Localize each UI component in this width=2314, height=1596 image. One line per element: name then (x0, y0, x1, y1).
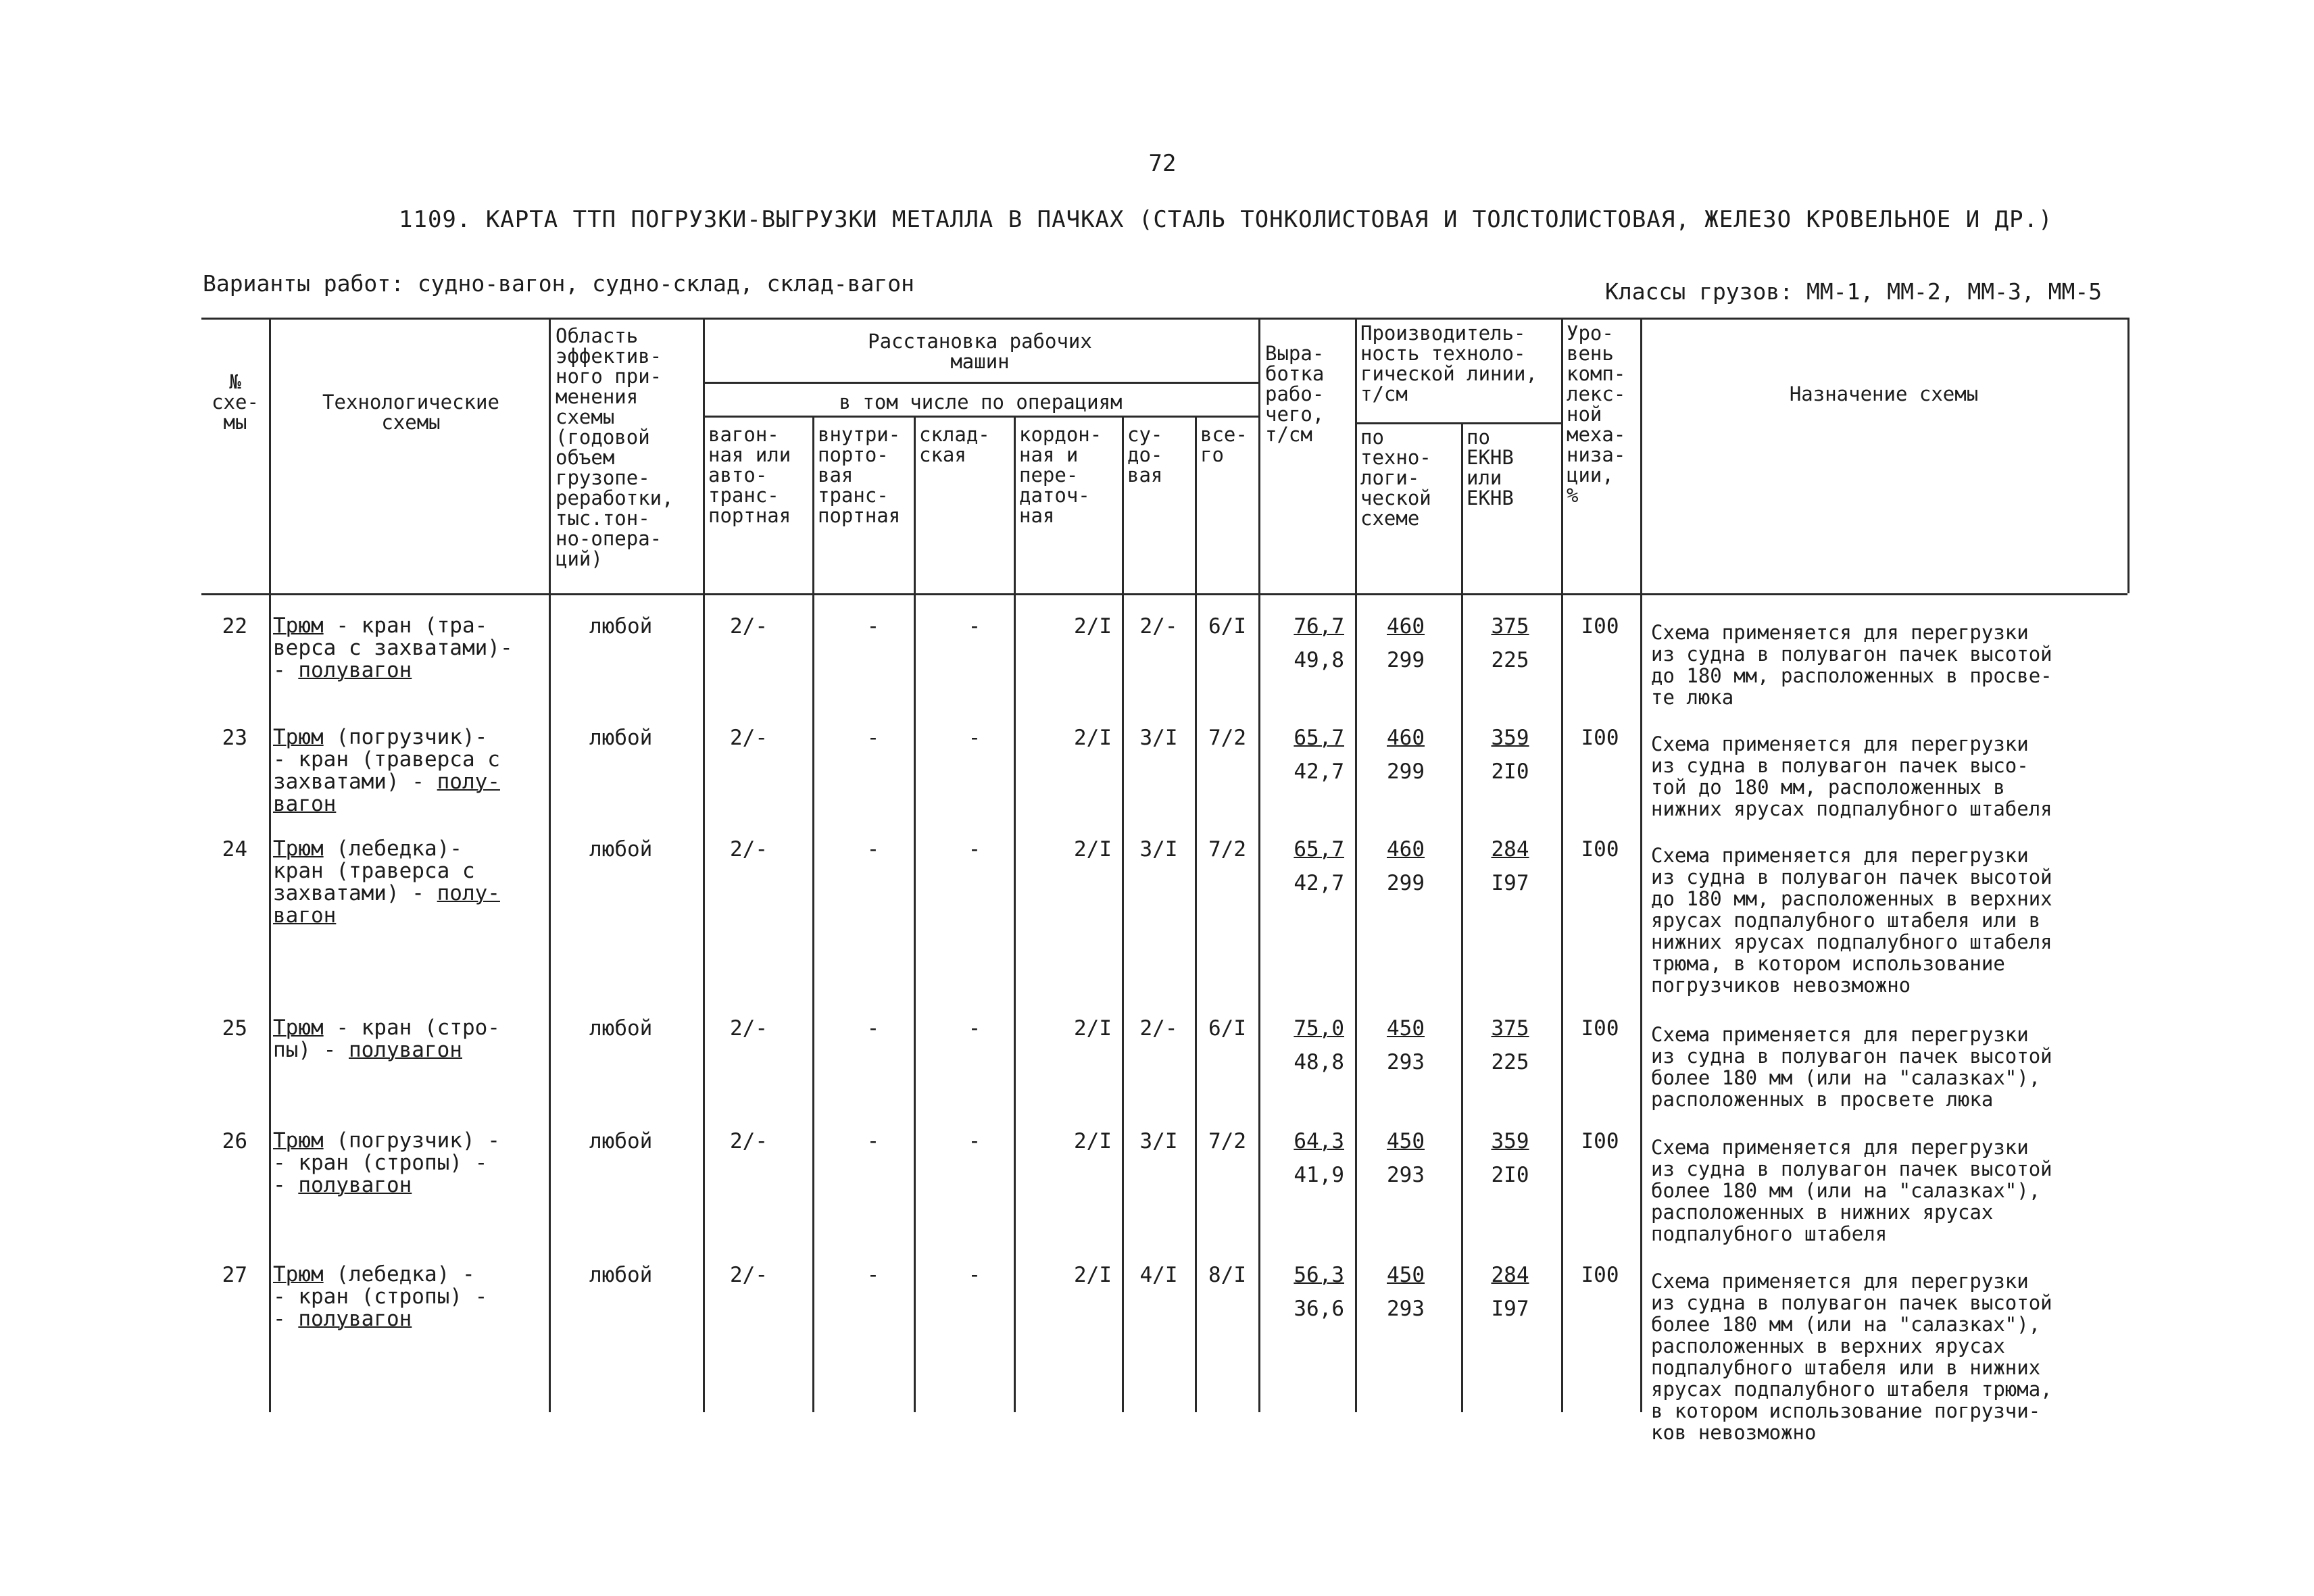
work-variants: Варианты работ: судно-вагон, судно-склад, склад-вагон (203, 270, 914, 297)
scheme-part: пы) - (273, 1038, 349, 1062)
row-output-top: 64,3 (1294, 1129, 1344, 1153)
scheme-underlined-part: Трюм (273, 1262, 324, 1287)
row-scheme-number: 25 (222, 1016, 247, 1041)
row-output-bottom: 42,7 (1294, 871, 1344, 895)
column-rule-c8 (1195, 416, 1197, 1412)
column-rule-c10 (1355, 318, 1357, 1412)
row-scheme-number: 22 (222, 614, 247, 639)
row-eknv-productivity-bottom: 2I0 (1491, 1163, 1529, 1187)
header-inner-port-transport: внутри- порто- вая транс- портная (818, 423, 901, 527)
row-scheme-productivity-top: 460 (1387, 614, 1425, 639)
scheme-line (273, 793, 500, 816)
row-total: 6/I (1208, 1016, 1246, 1041)
document-title: 1109. КАРТА ТТП ПОГРУЗКИ-ВЫГРУЗКИ МЕТАЛЛА В ПАЧКАХ (СТАЛЬ ТОНКОЛИСТОВАЯ И ТОЛСТОЛИСТОВАЯ, ЖЕЛЕЗО КРОВЕЛЬНОЕ И ДР.) (399, 206, 2053, 233)
header-worker-output: Выра- ботка рабо- чего, т/см (1265, 342, 1325, 446)
header-application-area: Область эффектив- ного при- менения схемы (годовой объем грузопе- реработки, тыс.тон- но-опера- ций) (556, 324, 674, 570)
row-scheme-purpose: Схема применяется для перегрузки из судна в полувагон пачек высотой до 180 мм, расположенных в просве- те люка (1651, 621, 2052, 709)
row-application-area: любой (589, 1129, 653, 1153)
row-technological-scheme (273, 1130, 500, 1197)
row-scheme-purpose: Схема применяется для перегрузки из судна в полувагон пачек высотой более 180 мм (или на "салазках"), расположенных в просвете люка (1651, 1023, 2052, 1111)
scheme-line (273, 838, 500, 860)
row-application-area: любой (589, 837, 653, 862)
row-scheme-purpose: Схема применяется для перегрузки из судна в полувагон пачек высотой более 180 мм (или на "салазках"), расположенных в нижних ярусах подпалубного штабеля (1651, 1136, 2052, 1245)
row-mechanization-level: I00 (1581, 614, 1619, 639)
header-scheme-purpose: Назначение схемы (1789, 382, 1979, 405)
scheme-part: - кран (траверса с (273, 747, 500, 772)
row-scheme-number: 26 (222, 1129, 247, 1153)
scheme-underlined-part: полу- (437, 881, 500, 905)
row-output-top: 76,7 (1294, 614, 1344, 639)
row-output-bottom: 42,7 (1294, 759, 1344, 784)
scheme-line (273, 1174, 500, 1197)
header-kordon-transfer: кордон- ная и пере- даточ- ная (1019, 423, 1102, 527)
row-wagon-transport: 2/- (730, 837, 768, 862)
scheme-underlined-part: полу- (437, 770, 500, 794)
row-eknv-productivity-top: 359 (1491, 1129, 1529, 1153)
row-application-area: любой (589, 1263, 653, 1287)
row-eknv-productivity-bottom: 2I0 (1491, 759, 1529, 784)
scheme-underlined-part: Трюм (273, 614, 324, 638)
row-application-area: любой (589, 614, 653, 639)
scheme-underlined-part: полувагон (298, 1173, 412, 1197)
column-rule-c4 (812, 416, 814, 1412)
row-ship: 4/I (1139, 1263, 1178, 1287)
scheme-line (273, 1286, 487, 1308)
row-eknv-productivity-bottom: I97 (1491, 1297, 1529, 1321)
scheme-underlined-part: Трюм (273, 725, 324, 749)
row-technological-scheme (273, 1017, 500, 1062)
scheme-underlined-part: вагон (273, 903, 337, 928)
scheme-line (273, 905, 500, 927)
header-technological-schemes: Технологические схемы (322, 391, 499, 434)
scheme-part: (погрузчик) - (323, 1128, 500, 1153)
row-wagon-transport: 2/- (730, 1129, 768, 1153)
row-scheme-purpose: Схема применяется для перегрузки из судна в полувагон пачек высо- той до 180 мм, расположенных в нижних ярусах подпалубного штабеля (1651, 732, 2052, 820)
row-inner-transport: - (866, 1129, 880, 1153)
header-total: все- го (1200, 423, 1248, 466)
row-output-top: 75,0 (1294, 1016, 1344, 1041)
row-scheme-productivity-top: 450 (1387, 1016, 1425, 1041)
row-ship: 3/I (1139, 726, 1178, 750)
row-total: 7/2 (1208, 837, 1246, 862)
scheme-underlined-part: полувагон (298, 1307, 412, 1331)
row-storage: - (968, 614, 981, 639)
row-ship: 2/- (1139, 614, 1178, 639)
scheme-line (273, 726, 500, 749)
scheme-underlined-part: полувагон (348, 1038, 462, 1062)
row-scheme-productivity-top: 460 (1387, 726, 1425, 750)
row-scheme-number: 27 (222, 1263, 247, 1287)
row-eknv-productivity-top: 375 (1491, 614, 1529, 639)
scheme-line (273, 860, 500, 882)
row-storage: - (968, 1263, 981, 1287)
header-line-productivity: Производитель- ность техноло- гической линии, т/см (1360, 322, 1537, 405)
column-rule-c12 (1561, 318, 1563, 1412)
column-rule-right (2127, 318, 2130, 593)
row-kordon: 2/I (1074, 726, 1112, 750)
scheme-underlined-part: Трюм (273, 1128, 324, 1153)
scheme-part: - (273, 658, 299, 682)
scheme-part: захватами) - (273, 770, 437, 794)
scheme-line (273, 1152, 500, 1174)
scheme-line (273, 882, 500, 905)
header-by-operations: в том числе по операциям (839, 391, 1123, 414)
row-scheme-productivity-bottom: 293 (1387, 1163, 1425, 1187)
scheme-line (273, 771, 500, 793)
column-rule-c9 (1258, 318, 1260, 1412)
column-rule-c11 (1461, 422, 1463, 1412)
header-bottom-rule (201, 593, 2127, 595)
row-output-bottom: 41,9 (1294, 1163, 1344, 1187)
row-scheme-number: 24 (222, 837, 247, 862)
column-rule-c7 (1122, 416, 1124, 1412)
row-mechanization-level: I00 (1581, 1129, 1619, 1153)
row-eknv-productivity-bottom: I97 (1491, 871, 1529, 895)
row-eknv-productivity-top: 359 (1491, 726, 1529, 750)
row-scheme-productivity-top: 450 (1387, 1129, 1425, 1153)
scheme-part: - (273, 1173, 299, 1197)
row-application-area: любой (589, 726, 653, 750)
column-rule-c1 (269, 318, 271, 1412)
row-scheme-productivity-bottom: 293 (1387, 1297, 1425, 1321)
scheme-part: - кран (стро- (323, 1016, 500, 1040)
row-inner-transport: - (866, 614, 880, 639)
row-inner-transport: - (866, 1016, 880, 1041)
machines-subrule (703, 382, 1258, 384)
row-eknv-productivity-bottom: 225 (1491, 1050, 1529, 1074)
scheme-underlined-part: Трюм (273, 1016, 324, 1040)
row-mechanization-level: I00 (1581, 1263, 1619, 1287)
row-kordon: 2/I (1074, 614, 1112, 639)
row-scheme-productivity-top: 460 (1387, 837, 1425, 862)
scheme-line (273, 615, 513, 637)
row-eknv-productivity-top: 284 (1491, 1263, 1529, 1287)
row-total: 6/I (1208, 614, 1246, 639)
scheme-part: захватами) - (273, 881, 437, 905)
column-rule-c6 (1014, 416, 1016, 1412)
header-wagon-transport: вагон- ная или авто- транс- портная (708, 423, 791, 527)
scheme-underlined-part: вагон (273, 792, 337, 816)
header-machines-placement: Расстановка рабочих машин (868, 330, 1092, 373)
row-mechanization-level: I00 (1581, 1016, 1619, 1041)
row-technological-scheme (273, 615, 513, 682)
scheme-part: кран (траверса с (273, 859, 475, 883)
row-wagon-transport: 2/- (730, 1016, 768, 1041)
row-scheme-productivity-bottom: 299 (1387, 759, 1425, 784)
header-storage: склад- ская (919, 423, 990, 466)
row-inner-transport: - (866, 837, 880, 862)
scheme-line (273, 1130, 500, 1152)
row-total: 7/2 (1208, 1129, 1246, 1153)
column-rule-c2 (549, 318, 551, 1412)
row-storage: - (968, 1016, 981, 1041)
scheme-line (273, 749, 500, 771)
header-ship: су- до- вая (1127, 423, 1163, 487)
scheme-line (273, 637, 513, 659)
row-scheme-productivity-bottom: 299 (1387, 871, 1425, 895)
row-wagon-transport: 2/- (730, 726, 768, 750)
scheme-part: - кран (стропы) - (273, 1285, 488, 1309)
productivity-subrule (1355, 422, 1561, 424)
scheme-part: (погрузчик)- (323, 725, 488, 749)
scheme-underlined-part: полувагон (298, 658, 412, 682)
scheme-line (273, 659, 513, 682)
column-rule-c5 (914, 416, 916, 1412)
scheme-line (273, 1308, 487, 1330)
row-technological-scheme (273, 838, 500, 927)
row-scheme-purpose: Схема применяется для перегрузки из судна в полувагон пачек высотой до 180 мм, расположенных в верхних ярусах подпалубного штабеля или в нижних ярусах подпалубного штабеля трюма, в котором использование погрузчиков невозможно (1651, 844, 2052, 997)
row-storage: - (968, 1129, 981, 1153)
row-eknv-productivity-bottom: 225 (1491, 648, 1529, 672)
row-technological-scheme (273, 1264, 487, 1330)
row-kordon: 2/I (1074, 1263, 1112, 1287)
row-output-top: 65,7 (1294, 837, 1344, 862)
scheme-part: - кран (тра- (323, 614, 488, 638)
row-ship: 2/- (1139, 1016, 1178, 1041)
row-kordon: 2/I (1074, 1016, 1112, 1041)
row-total: 7/2 (1208, 726, 1246, 750)
row-storage: - (968, 837, 981, 862)
row-ship: 3/I (1139, 1129, 1178, 1153)
row-wagon-transport: 2/- (730, 1263, 768, 1287)
scheme-part: - (273, 1307, 299, 1331)
header-by-scheme: по техно- логи- ческой схеме (1360, 426, 1431, 530)
row-storage: - (968, 726, 981, 750)
row-eknv-productivity-top: 375 (1491, 1016, 1529, 1041)
scheme-part: (лебедка) - (323, 1262, 475, 1287)
row-output-bottom: 36,6 (1294, 1297, 1344, 1321)
scheme-line (273, 1039, 500, 1062)
row-technological-scheme (273, 726, 500, 816)
row-output-bottom: 48,8 (1294, 1050, 1344, 1074)
page-number: 72 (1148, 150, 1177, 177)
scheme-line (273, 1017, 500, 1039)
table-top-rule (201, 318, 2127, 320)
row-kordon: 2/I (1074, 1129, 1112, 1153)
row-inner-transport: - (866, 1263, 880, 1287)
header-mechanization-level: Уро- вень комп- лекс- ной меха- низа- ции, % (1567, 322, 1626, 507)
scheme-part: (лебедка)- (323, 837, 462, 861)
row-scheme-productivity-bottom: 299 (1387, 648, 1425, 672)
row-scheme-productivity-bottom: 293 (1387, 1050, 1425, 1074)
row-eknv-productivity-top: 284 (1491, 837, 1529, 862)
row-wagon-transport: 2/- (730, 614, 768, 639)
row-output-top: 56,3 (1294, 1263, 1344, 1287)
row-kordon: 2/I (1074, 837, 1112, 862)
row-ship: 3/I (1139, 837, 1178, 862)
row-application-area: любой (589, 1016, 653, 1041)
scheme-underlined-part: Трюм (273, 837, 324, 861)
scheme-part: верса с захватами)- (273, 636, 513, 660)
row-scheme-purpose: Схема применяется для перегрузки из судна в полувагон пачек высотой более 180 мм (или на "салазках"), расположенных в верхних ярусах подпалубного штабеля или в нижних ярусах подпалубного штабеля трюма, в котором использование погрузчи- ков невозможно (1651, 1270, 2052, 1444)
scheme-part: - кран (стропы) - (273, 1151, 488, 1175)
row-output-top: 65,7 (1294, 726, 1344, 750)
row-scheme-number: 23 (222, 726, 247, 750)
scheme-line (273, 1264, 487, 1286)
cargo-classes: Классы грузов: ММ-1, ММ-2, ММ-3, ММ-5 (1605, 278, 2102, 305)
row-inner-transport: - (866, 726, 880, 750)
row-output-bottom: 49,8 (1294, 648, 1344, 672)
operations-subrule (703, 416, 1258, 418)
header-by-eknv: по ЕКНВ или ЕКНВ (1467, 426, 1514, 509)
row-mechanization-level: I00 (1581, 837, 1619, 862)
row-total: 8/I (1208, 1263, 1246, 1287)
row-mechanization-level: I00 (1581, 726, 1619, 750)
header-scheme-number: № схе- мы (212, 370, 259, 434)
row-scheme-productivity-top: 450 (1387, 1263, 1425, 1287)
